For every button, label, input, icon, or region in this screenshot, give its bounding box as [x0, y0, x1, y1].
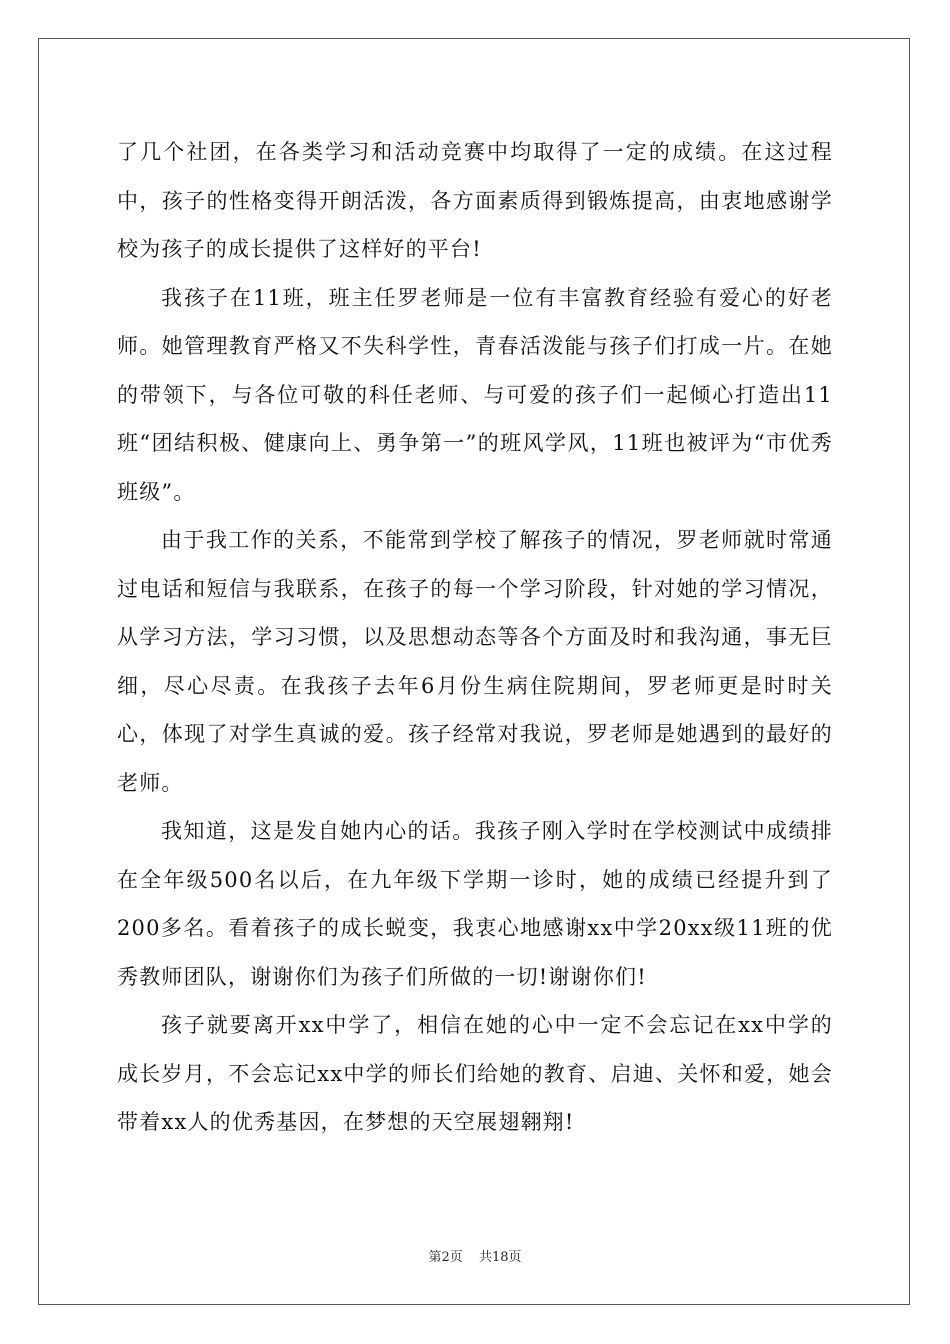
- paragraph-1: 了几个社团，在各类学习和活动竞赛中均取得了一定的成绩。在这过程中，孩子的性格变得开朗活泼，各方面素质得到锻炼提高，由衷地感谢学校为孩子的成长提供了这样好的平台!: [117, 140, 833, 261]
- paragraph-5: 孩子就要离开xx中学了，相信在她的心中一定不会忘记在xx中学的成长岁月，不会忘记xx中学的师长们给她的教育、启迪、关怀和爱，她会带着xx人的优秀基因，在梦想的天空展翅翱翔!: [117, 1013, 833, 1134]
- paragraph-2: 我孩子在11班，班主任罗老师是一位有丰富教育经验有爱心的好老师。她管理教育严格又不失科学性，青春活泼能与孩子们打成一片。在她的带领下，与各位可敬的科任老师、与可爱的孩子们一起倾心打造出11班“团结积极、健康向上、勇争第一”的班风学风，11班也被评为“市优秀班级”。: [117, 285, 833, 504]
- page-number: 第2页: [428, 1250, 463, 1265]
- paragraph-4: 我知道，这是发自她内心的话。我孩子刚入学时在学校测试中成绩排在全年级500名以后，在九年级下学期一诊时，她的成绩已经提升到了200多名。看着孩子的成长蜕变，我衷心地感谢xx中学20xx级11班的优秀教师团队，谢谢你们为孩子们所做的一切!谢谢你们!: [117, 819, 833, 989]
- document-body: [117, 128, 833, 1147]
- paragraph-3: 由于我工作的关系，不能常到学校了解孩子的情况，罗老师就时常通过电话和短信与我联系，在孩子的每一个学习阶段，针对她的学习情况，从学习方法，学习习惯，以及思想动态等各个方面及时和我沟通，事无巨细，尽心尽责。在我孩子去年6月份生病住院期间，罗老师更是时时关心，体现了对学生真诚的爱。孩子经常对我说，罗老师是她遇到的最好的老师。: [117, 528, 833, 795]
- page-total: 共18页: [478, 1250, 522, 1265]
- page-footer: [0, 1246, 950, 1265]
